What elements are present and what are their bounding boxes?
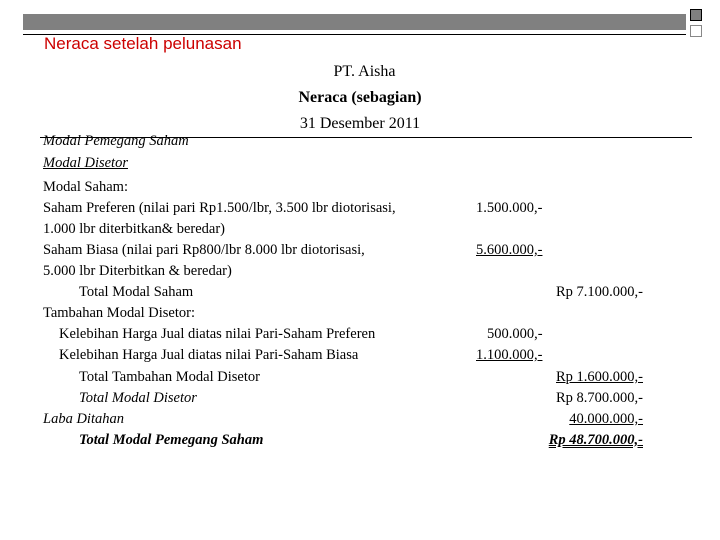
common-value: 5.600.000,- [476,242,543,258]
apic-preferred-label: Kelebihan Harga Jual diatas nilai Pari-Saham Preferen [59,326,376,342]
company-name: PT. Aisha [333,63,396,80]
total-equity-value: Rp 48.700.000,- [548,432,643,448]
total-paid-in-value: Rp 8.700.000,- [556,390,643,406]
statement-date: 31 Desember 2011 [299,115,421,132]
preferred-line-1: Saham Preferen (nilai pari Rp1.500/lbr, 3.500 lbr diotorisasi, [43,200,396,216]
total-additional-value: Rp 1.600.000,- [556,369,643,385]
retained-earnings-label: Laba Ditahan [43,411,124,427]
total-capital-value: Rp 7.100.000,- [556,284,643,300]
apic-preferred-value: 500.000,- [487,326,543,342]
retained-earnings-value: 40.000.000,- [569,411,643,427]
slide-title: Neraca setelah pelunasan [44,34,242,53]
total-equity-label: Total Modal Pemegang Saham [79,432,264,448]
total-paid-in-label: Total Modal Disetor [79,390,197,406]
common-line-1: Saham Biasa (nilai pari Rp800/lbr 8.000 lbr diotorisasi, [43,242,365,258]
apic-common-value: 1.100.000,- [476,347,543,363]
capital-stock-label: Modal Saham: [43,179,128,195]
apic-common-label: Kelebihan Harga Jual diatas nilai Pari-Saham Biasa [59,347,359,363]
preferred-line-2: 1.000 lbr diterbitkan& beredar) [43,221,225,237]
common-line-2: 5.000 lbr Diterbitkan & beredar) [43,263,232,279]
statement-title: Neraca (sebagian) [298,89,422,106]
preferred-value: 1.500.000,- [476,200,543,216]
decorative-square-filled [690,9,702,21]
header-rule [40,137,692,138]
top-decorative-bar [23,14,686,30]
total-capital-label: Total Modal Saham [79,284,194,300]
sub-heading: Modal Disetor [43,155,128,171]
section-heading: Modal Pemegang Saham [43,133,189,149]
total-additional-label: Total Tambahan Modal Disetor [79,369,260,385]
additional-label: Tambahan Modal Disetor: [43,305,196,321]
decorative-square-outline [690,25,702,37]
